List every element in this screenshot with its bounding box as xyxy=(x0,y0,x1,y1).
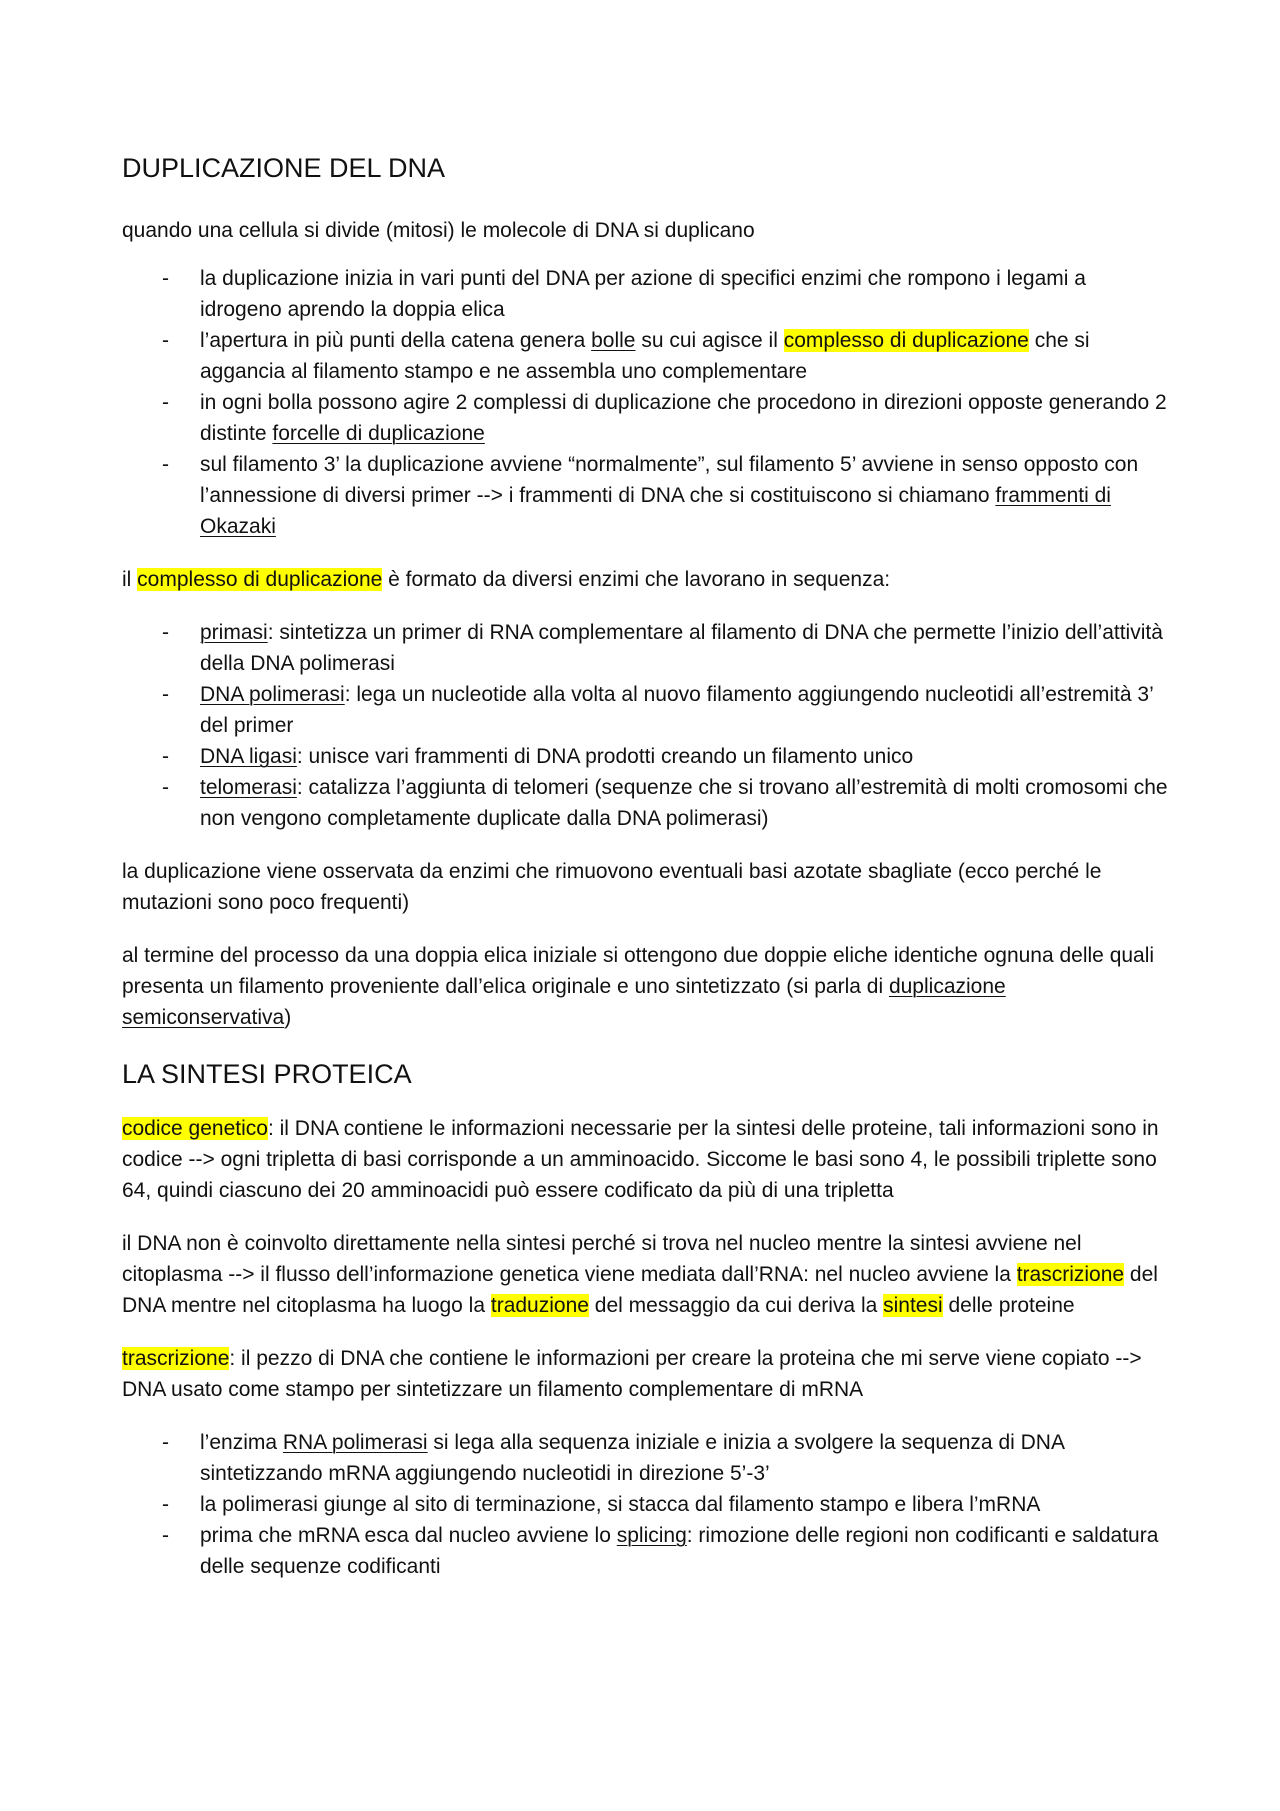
highlight-codice-genetico: codice genetico xyxy=(122,1116,268,1140)
list-item: - telomerasi: catalizza l’aggiunta di telomeri (sequenze che si trovano all’estremità di molti cromosomi che non vengono completamente duplicate dalla DNA polimerasi) xyxy=(122,772,1170,834)
term-dna-polimerasi: DNA polimerasi xyxy=(200,683,345,707)
section-title-protein-synthesis: LA SINTESI PROTEICA xyxy=(122,1059,412,1090)
complex-intro-paragraph: il complesso di duplicazione è formato da diversi enzimi che lavorano in sequenza: xyxy=(122,568,891,592)
highlight-complesso-duplicazione: complesso di duplicazione xyxy=(137,568,383,592)
list-item: - prima che mRNA esca dal nucleo avviene lo splicing: rimozione delle regioni non codificanti e saldatura delle sequenze codificanti xyxy=(122,1520,1170,1582)
list-item: - l’enzima RNA polimerasi si lega alla sequenza iniziale e inizia a svolgere la sequenza di DNA sintetizzando mRNA aggiungendo nucleotidi in direzione 5’-3’ xyxy=(122,1427,1170,1489)
list-item: - DNA ligasi: unisce vari frammenti di DNA prodotti creando un filamento unico xyxy=(122,741,1170,772)
term-splicing: splicing xyxy=(616,1523,687,1547)
term-okazaki: frammenti di Okazaki xyxy=(200,484,1111,539)
semiconservative-paragraph: al termine del processo da una doppia elica iniziale si ottengono due doppie eliche identiche ognuna delle quali presenta un filamento proveniente dall’elica originale e uno sintetizzato (si parla di duplicazione semiconservativa) xyxy=(122,944,1155,1030)
intro-paragraph: quando una cellula si divide (mitosi) le molecole di DNA si duplicano xyxy=(122,219,755,243)
list-item: - primasi: sintetizza un primer di RNA complementare al filamento di DNA che permette l’inizio dell’attività della DNA polimerasi xyxy=(122,617,1170,679)
transcription-paragraph: trascrizione: il pezzo di DNA che contiene le informazioni per creare la proteina che mi serve viene copiato --> DNA usato come stampo per sintetizzare un filamento complementare di mRNA xyxy=(122,1346,1142,1401)
section-title-dna-duplication: DUPLICAZIONE DEL DNA xyxy=(122,153,446,183)
duplication-steps-list xyxy=(122,263,1170,542)
list-item: - sul filamento 3’ la duplicazione avviene “normalmente”, sul filamento 5’ avviene in senso opposto con l’annessione di diversi primer --> i frammenti di DNA che si costituiscono si chiamano frammenti di Okazaki xyxy=(122,449,1170,542)
term-rna-polimerasi: RNA polimerasi xyxy=(282,1430,428,1454)
term-dna-ligasi: DNA ligasi xyxy=(200,745,297,769)
enzymes-list xyxy=(122,617,1170,834)
list-item: - l’apertura in più punti della catena genera bolle su cui agisce il complesso di duplicazione che si aggancia al filamento stampo e ne assembla uno complementare xyxy=(122,325,1170,387)
info-flow-paragraph: il DNA non è coinvolto direttamente nella sintesi perché si trova nel nucleo mentre la sintesi avviene nel citoplasma --> il flusso dell’informazione genetica viene mediata dall’RNA: nel nucleo avviene la trascrizione del DNA mentre nel citoplasma ha luogo la traduzione del messaggio da cui deriva la sintesi delle proteine xyxy=(122,1231,1158,1317)
term-telomerasi: telomerasi xyxy=(200,776,297,800)
check-paragraph: la duplicazione viene osservata da enzimi che rimuovono eventuali basi azotate sbagliate (ecco perché le mutazioni sono poco frequenti) xyxy=(122,860,1102,915)
highlight-trascrizione: trascrizione xyxy=(122,1346,230,1370)
transcription-steps-list xyxy=(122,1427,1170,1582)
highlight-complesso-duplicazione: complesso di duplicazione xyxy=(783,329,1029,353)
term-semiconservativa: duplicazione semiconservativa xyxy=(122,975,1006,1030)
term-forcelle: forcelle di duplicazione xyxy=(272,422,485,446)
list-item: - DNA polimerasi: lega un nucleotide alla volta al nuovo filamento aggiungendo nucleotidi all’estremità 3’ del primer xyxy=(122,679,1170,741)
term-bolle: bolle xyxy=(591,329,636,353)
highlight-sintesi: sintesi xyxy=(883,1293,943,1317)
highlight-traduzione: traduzione xyxy=(490,1293,589,1317)
list-item: - la duplicazione inizia in vari punti del DNA per azione di specifici enzimi che rompono i legami a idrogeno aprendo la doppia elica xyxy=(122,263,1170,325)
list-item: - in ogni bolla possono agire 2 complessi di duplicazione che procedono in direzioni opposte generando 2 distinte forcelle di duplicazione xyxy=(122,387,1170,449)
list-item: - la polimerasi giunge al sito di terminazione, si stacca dal filamento stampo e libera l’mRNA xyxy=(122,1489,1170,1520)
genetic-code-paragraph: codice genetico: il DNA contiene le informazioni necessarie per la sintesi delle proteine, tali informazioni sono in codice --> ogni tripletta di basi corrisponde a un amminoacido. Siccome le basi sono 4, le possibili triplette sono 64, quindi ciascuno dei 20 amminoacidi può essere codificato da più di una tripletta xyxy=(122,1116,1159,1202)
highlight-trascrizione: trascrizione xyxy=(1016,1262,1125,1286)
term-primasi: primasi xyxy=(200,621,268,645)
